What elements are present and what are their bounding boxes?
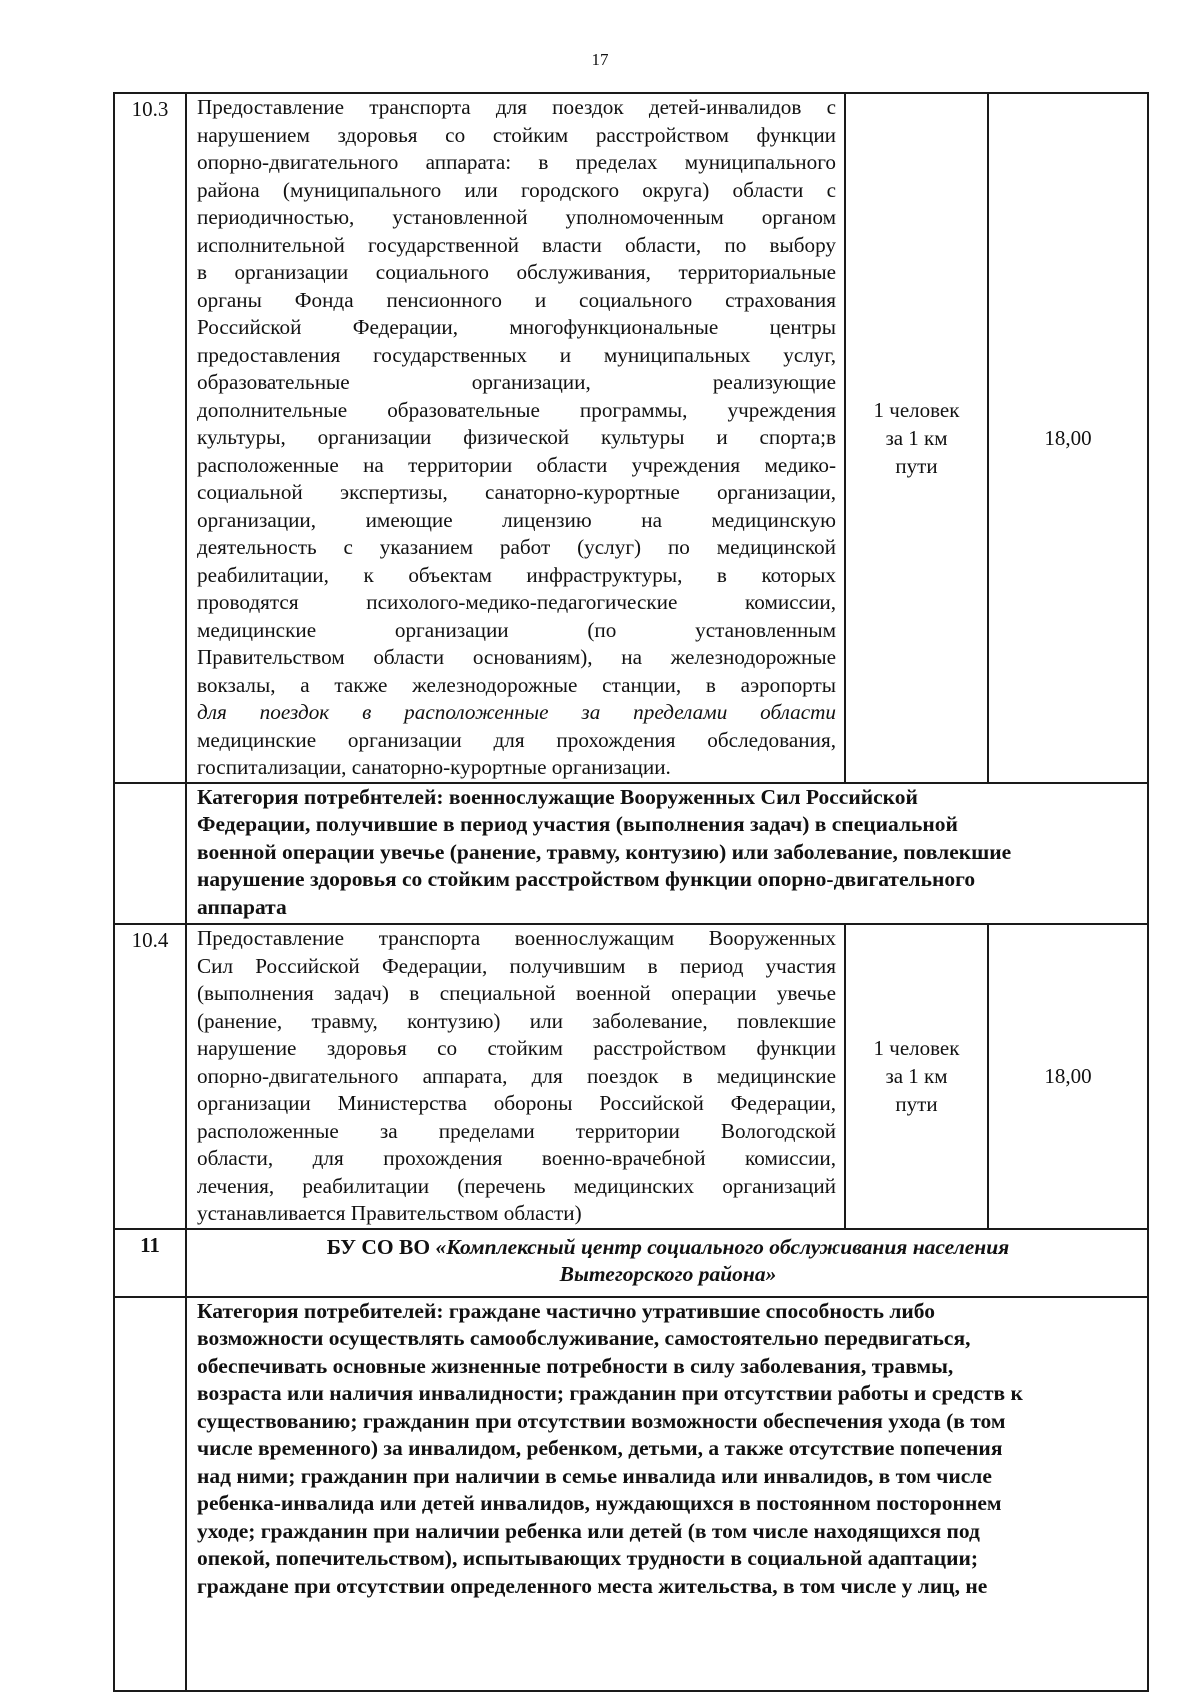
description-line: реабилитации, к объектам инфраструктуры, в которых (197, 562, 836, 587)
description-line: лечения, реабилитации (перечень медицинских организаций (197, 1173, 836, 1198)
category-line: обеспечивать основные жизненные потребности в силу заболевания, травмы, (197, 1353, 954, 1378)
unit-line: пути (895, 453, 938, 478)
category-line: Категория потребителей: граждане частично утратившие способность либо (197, 1298, 935, 1323)
description-line: расположенные на территории области учреждения медико- (197, 452, 836, 477)
row-number: 10.3 (114, 93, 186, 783)
category-line: над ними; гражданин при наличии в семье инвалида или инвалидов, в том числе (197, 1463, 992, 1488)
description-line: Предоставление транспорта для поездок детей-инвалидов с (197, 95, 836, 119)
description-line: для поездок в расположенные за пределами области (197, 700, 836, 724)
description-line: Правительством области основаниям), на железнодорожные (197, 645, 836, 669)
description-line: проводятся психолого-медико-педагогические комиссии, (197, 590, 836, 614)
description-line: социальной экспертизы, санаторно-курортные организации, (197, 480, 836, 504)
table-row-category (114, 1297, 1148, 1691)
description-line: исполнительной государственной власти области, по выбору (197, 232, 836, 257)
category-line: нарушение здоровья со стойким расстройством функции опорно-двигательного (197, 867, 976, 891)
tariff-table (113, 92, 1149, 1692)
service-description (186, 93, 845, 783)
table-row-10-4 (114, 924, 1148, 1229)
organization-district: Вытегорского района» (559, 1262, 777, 1286)
row-number: 10.4 (114, 924, 186, 1229)
category-line: существованию; гражданин при отсутствии возможности обеспечения ухода (в том (197, 1408, 1006, 1433)
empty-number-cell (114, 1297, 186, 1691)
description-line: Российской Федерации, многофункциональные центры (197, 315, 836, 339)
empty-number-cell (114, 783, 186, 925)
unit-line: за 1 км (885, 425, 948, 450)
unit-line: 1 человек (873, 397, 960, 422)
description-line: расположенные за пределами территории Вологодской (197, 1118, 836, 1143)
description-line: медицинские организации для прохождения обследования, (197, 727, 836, 752)
category-line: аппарата (197, 894, 287, 919)
description-line: в организации социального обслуживания, территориальные (197, 260, 836, 284)
description-line: деятельность с указанием работ (услуг) по медицинской (197, 535, 836, 559)
unit-line: пути (895, 1092, 938, 1117)
organization-name-line (197, 1234, 1139, 1262)
description-line: дополнительные образовательные программы, учреждения (197, 397, 836, 422)
category-line: Федерации, получившие в период участия (выполнения задач) в специальной (197, 812, 958, 836)
description-line: (выполнения задач) в специальной военной операции увечье (197, 981, 836, 1005)
description-line: Сил Российской Федерации, получившим в период участия (197, 953, 836, 978)
description-line: периодичностью, установленной уполномоченным органом (197, 205, 836, 229)
table-row-11 (114, 1229, 1148, 1297)
tariff-price: 18,00 (988, 924, 1148, 1229)
service-description (186, 924, 845, 1229)
category-line: граждане при отсутствии определенного места жительства, в том числе у лиц, не (197, 1573, 988, 1598)
category-line: уходе; гражданин при наличии ребенка или детей (в том числе находящихся под (197, 1518, 980, 1543)
category-line: ребенка-инвалида или детей инвалидов, нуждающихся в постоянном постороннем (197, 1491, 1002, 1515)
row-number: 11 (114, 1229, 186, 1297)
description-line: органы Фонда пенсионного и социального страхования (197, 287, 836, 312)
unit-of-measure (845, 93, 988, 783)
organization-name: «Комплексный центр социального обслуживания населения (435, 1234, 1010, 1259)
consumer-category (186, 783, 1148, 925)
category-line: числе временного) за инвалидом, ребенком, детьми, а также отсутствие попечения (197, 1436, 1003, 1460)
tariff-price: 18,00 (988, 93, 1148, 783)
organization-prefix: БУ СО ВО (326, 1234, 436, 1259)
table-row-category (114, 783, 1148, 925)
category-line: возраста или наличия инвалидности; гражданин при отсутствии работы и средств к (197, 1381, 1023, 1405)
description-line: Предоставление транспорта военнослужащим Вооруженных (197, 926, 836, 950)
description-line: образовательные организации, реализующие (197, 370, 836, 394)
description-line: опорно-двигательного аппарата, для поездок в медицинские (197, 1063, 836, 1088)
table-row-10-3 (114, 93, 1148, 783)
category-line: военной операции увечье (ранение, травму, контузию) или заболевание, повлекшие (197, 839, 1012, 864)
category-line: возможности осуществлять самообслуживание, самостоятельно передвигаться, (197, 1326, 971, 1350)
description-line: района (муниципального или городского округа) области с (197, 177, 836, 202)
description-line: устанавливается Правительством области) (197, 1201, 582, 1225)
description-line: вокзалы, а также железнодорожные станции, в аэропорты (197, 672, 836, 697)
description-line: организации, имеющие лицензию на медицинскую (197, 507, 836, 532)
description-line: медицинские организации (по установленным (197, 617, 836, 642)
unit-of-measure (845, 924, 988, 1229)
description-line: госпитализации, санаторно-курортные организации. (197, 755, 671, 779)
consumer-category (186, 1297, 1148, 1691)
description-line: (ранение, травму, контузию) или заболевание, повлекшие (197, 1008, 836, 1033)
organization-header (186, 1229, 1148, 1297)
category-line: опекой, попечительством), испытывающих трудности в социальной адаптации; (197, 1546, 979, 1570)
description-line: организации Министерства обороны Российской Федерации, (197, 1091, 836, 1115)
category-line: Категория потребнтелей: военнослужащие Вооруженных Сил Российской (197, 784, 918, 809)
description-line: нарушение здоровья со стойким расстройством функции (197, 1036, 836, 1060)
description-line: области, для прохождения военно-врачебной комиссии, (197, 1146, 836, 1170)
unit-line: за 1 км (885, 1064, 948, 1089)
description-line: опорно-двигательного аппарата: в пределах муниципального (197, 150, 836, 174)
unit-line: 1 человек (873, 1036, 960, 1061)
description-line: предоставления государственных и муниципальных услуг, (197, 342, 836, 367)
description-line: культуры, организации физической культуры и спорта;в (197, 425, 836, 449)
page-number: 17 (591, 50, 609, 69)
description-line: нарушением здоровья со стойким расстройством функции (197, 122, 836, 147)
